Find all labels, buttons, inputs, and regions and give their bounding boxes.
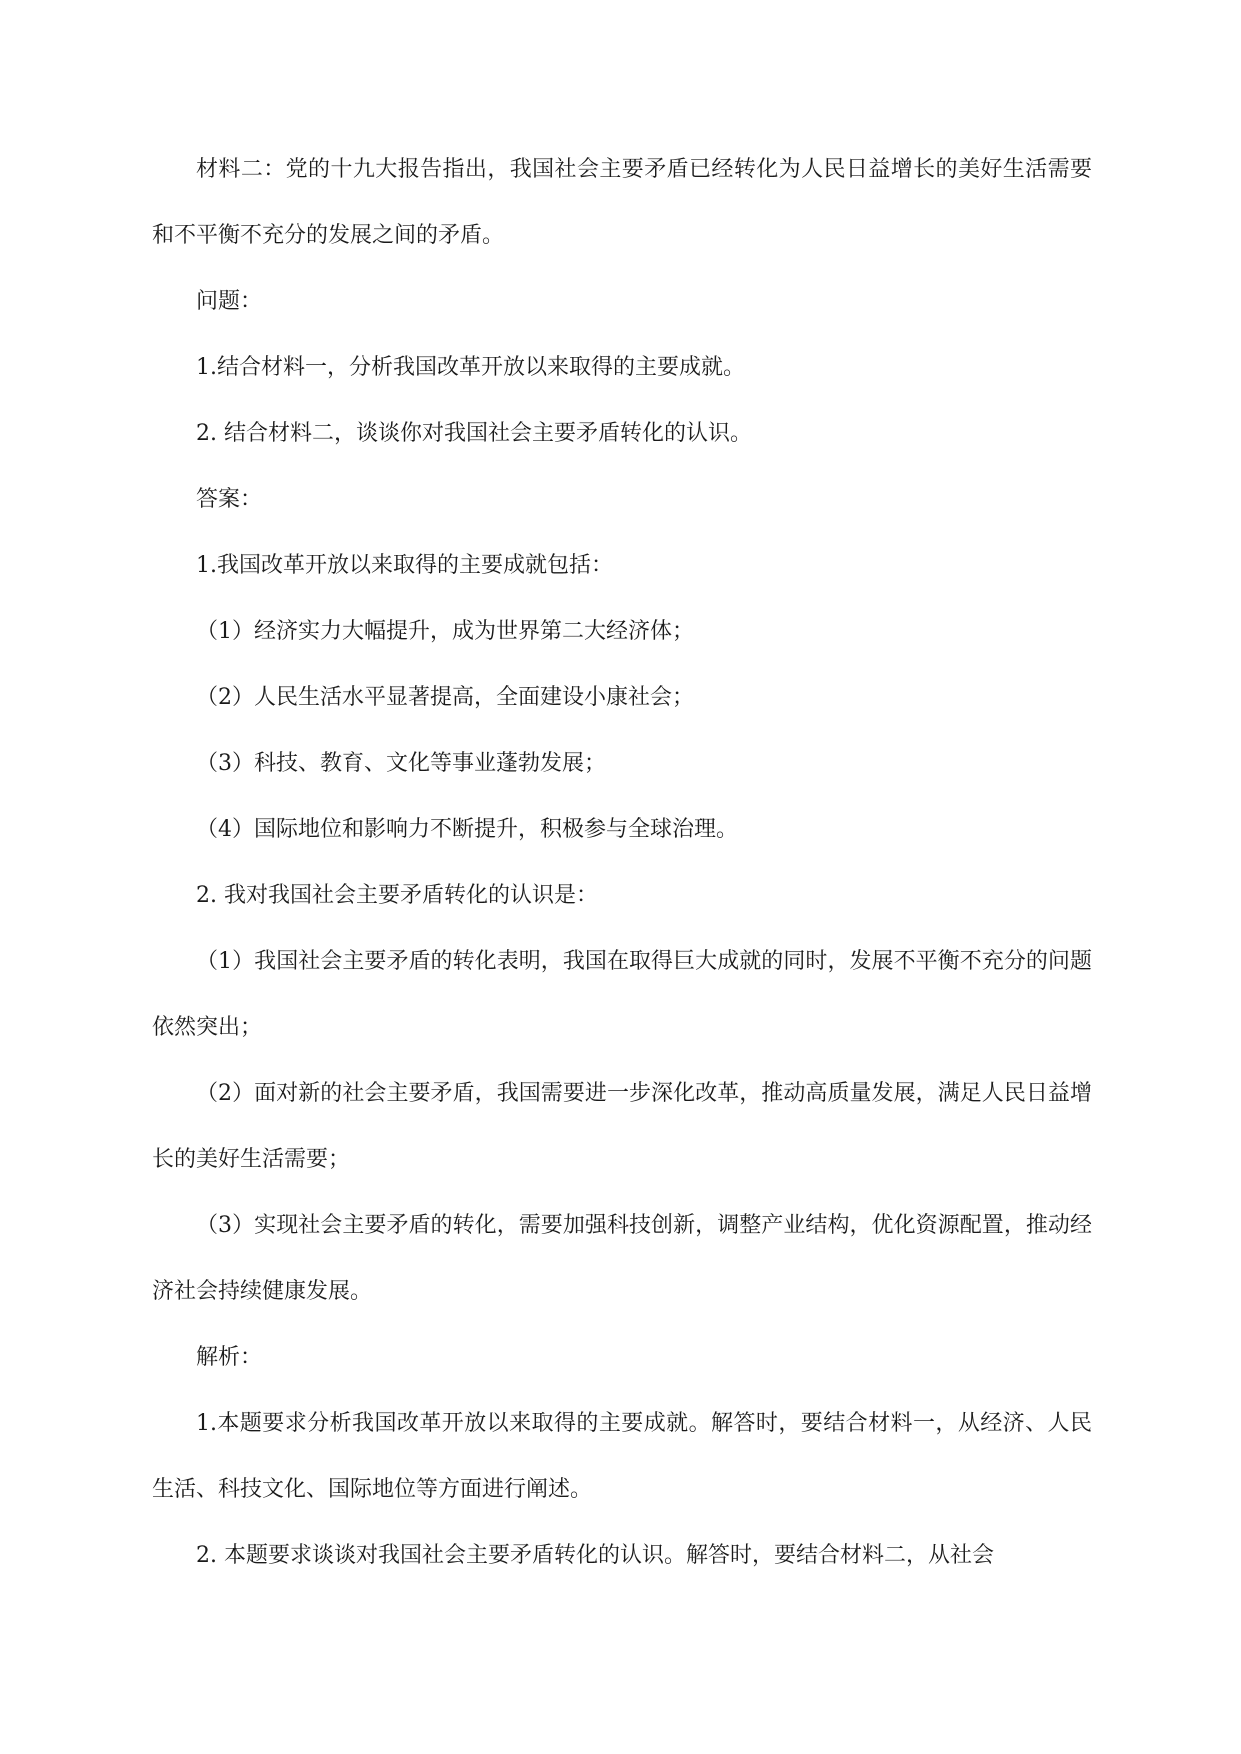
answer-1-intro: 1.我国改革开放以来取得的主要成就包括： [196, 553, 613, 578]
analysis-heading: 解析： [196, 1345, 263, 1370]
answer-2-item-3: （3）实现社会主要矛盾的转化，需要加强科技创新，调整产业结构，优化资源配置，推动经济社会持续健康发展。 [152, 1213, 1092, 1304]
analysis-1: 1.本题要求分析我国改革开放以来取得的主要成就。解答时，要结合材料一，从经济、人民生活、科技文化、国际地位等方面进行阐述。 [152, 1411, 1092, 1502]
answer-1-item-3: （3）科技、教育、文化等事业蓬勃发展； [196, 751, 606, 776]
answer-2-item-2: （2）面对新的社会主要矛盾，我国需要进一步深化改革，推动高质量发展，满足人民日益增长的美好生活需要； [152, 1081, 1092, 1172]
answer-heading: 答案： [196, 487, 263, 512]
analysis-2: 2. 本题要求谈谈对我国社会主要矛盾转化的认识。解答时，要结合材料二，从社会 [196, 1543, 994, 1568]
material-two-paragraph: 材料二：党的十九大报告指出，我国社会主要矛盾已经转化为人民日益增长的美好生活需要和不平衡不充分的发展之间的矛盾。 [152, 157, 1092, 248]
answer-1-item-4: （4）国际地位和影响力不断提升，积极参与全球治理。 [196, 817, 738, 842]
questions-heading: 问题： [196, 289, 263, 314]
question-1: 1.结合材料一，分析我国改革开放以来取得的主要成就。 [196, 355, 745, 380]
answer-2-item-1: （1）我国社会主要矛盾的转化表明，我国在取得巨大成就的同时，发展不平衡不充分的问题依然突出； [152, 949, 1092, 1040]
answer-1-item-1: （1）经济实力大幅提升，成为世界第二大经济体； [196, 619, 694, 644]
document-body [152, 137, 1092, 1589]
question-2: 2. 结合材料二，谈谈你对我国社会主要矛盾转化的认识。 [196, 421, 752, 446]
answer-1-item-2: （2）人民生活水平显著提高，全面建设小康社会； [196, 685, 694, 710]
answer-2-intro: 2. 我对我国社会主要矛盾转化的认识是： [196, 883, 598, 908]
